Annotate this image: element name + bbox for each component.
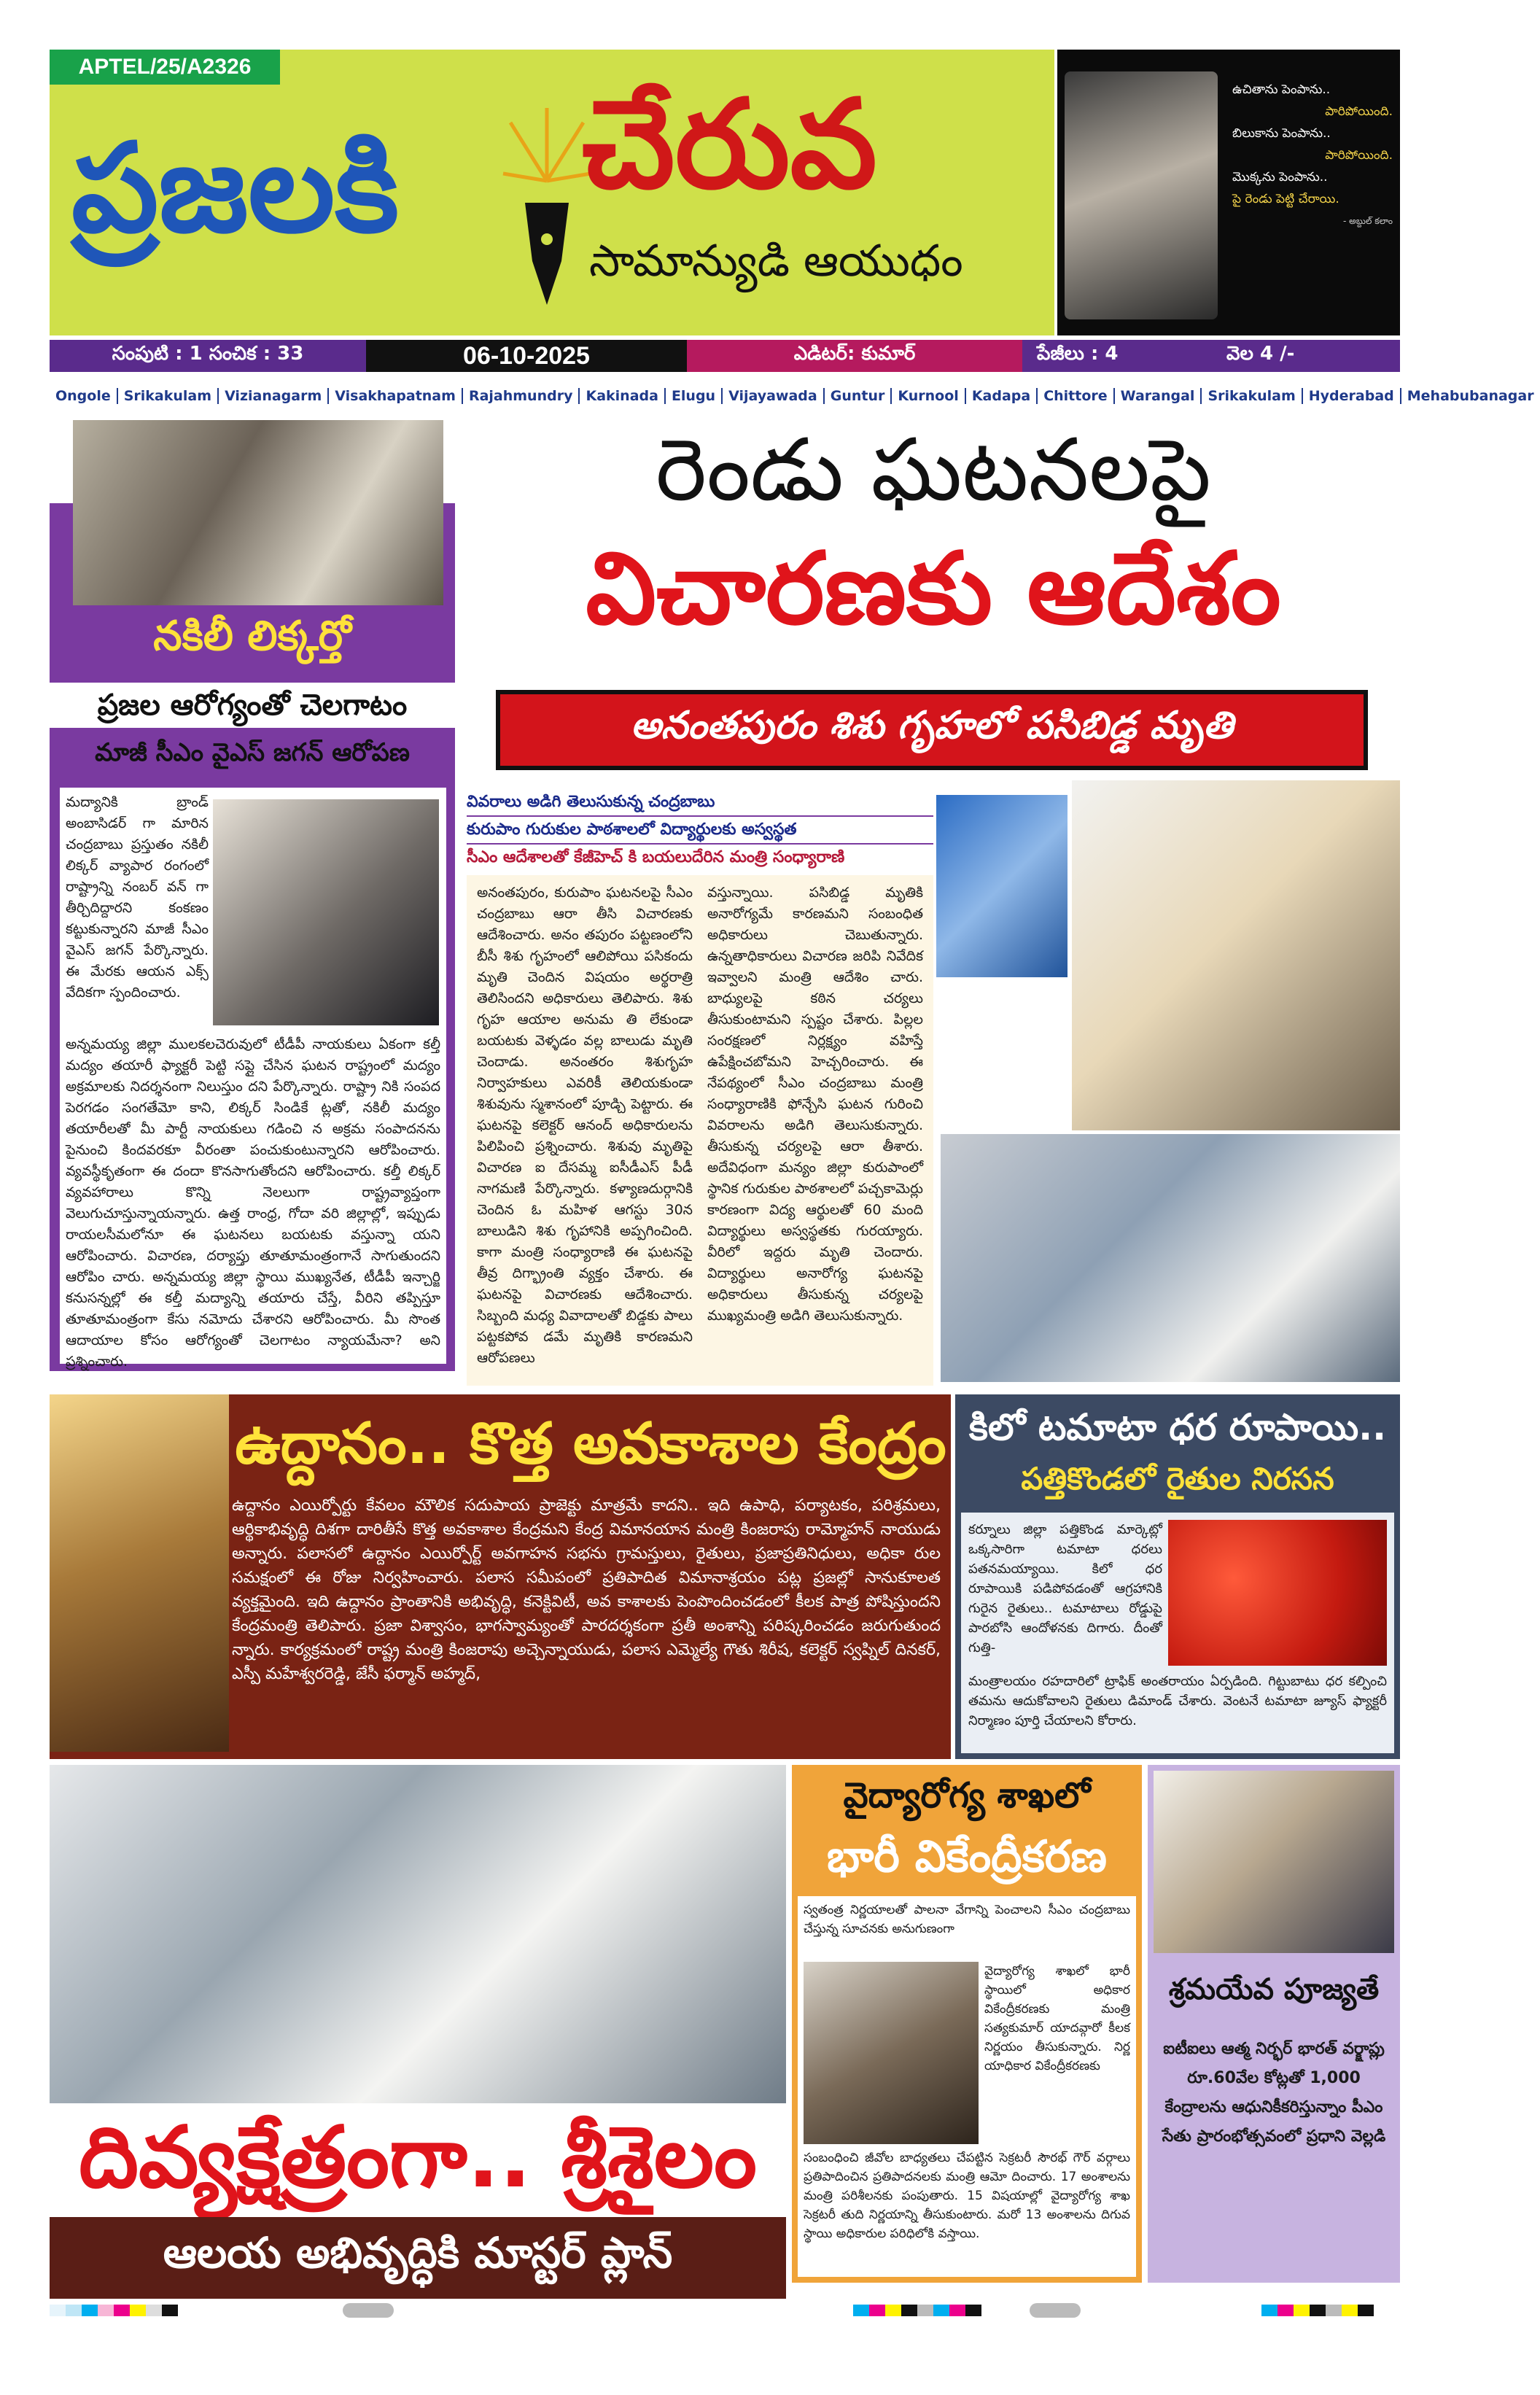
srisailam-headline: దివ్యక్షేత్రంగా.. శ్రీశైలం xyxy=(50,2103,786,2213)
jagan-photo xyxy=(213,799,439,1025)
tomato-headline: కిలో టమాటా ధర రూపాయి.. xyxy=(968,1406,1387,1448)
city-label: Visakhapatnam xyxy=(329,388,463,404)
modi-headline: శ్రమయేవ పూజ్యతే xyxy=(1168,1973,1380,2006)
main-banner: అనంతపురం శిశు గృహలో పసిబిడ్డ మృతి xyxy=(496,690,1368,770)
city-label: Ongole xyxy=(50,388,118,404)
masthead-title-right: చేరువ xyxy=(582,73,877,216)
tomato-photo xyxy=(1168,1520,1387,1666)
city-label: Vijayawada xyxy=(723,388,825,404)
editor-info: ఎడిటర్: కుమార్ xyxy=(687,340,1022,372)
color-registration-bar-mid xyxy=(853,2305,981,2316)
modi-story xyxy=(1148,1765,1400,2283)
city-label: Rajahmundry xyxy=(463,388,580,404)
hospital-ward-photo xyxy=(941,1134,1400,1382)
color-registration-bar-right xyxy=(1261,2305,1374,2316)
city-label: Kadapa xyxy=(966,388,1038,404)
main-point: వివరాలు అడిగి తెలుసుకున్న చంద్రబాబు xyxy=(467,789,933,817)
baby-photo xyxy=(936,795,1068,977)
main-headline-2: విచారణకు ఆదేశం xyxy=(586,532,1281,647)
main-headline-1: రెండు ఘటనలపై xyxy=(656,419,1211,520)
city-label: Vizianagarm xyxy=(219,388,329,404)
main-story-col-2: వస్తున్నాయి. పసిబిడ్డ మృతికి అనారోగ్యమే కారణమని సంబంధిత అధికారులు చెబుతున్నారు. ఉన్నతాధికారులు విచారణ జరిపి నివేదిక ఇవ్వాలని మంత్రి ఆదేశిం చారు. బాధ్యులపై కఠిన చర్యలు తీసుకుంటామని స్పష్టం చేశారు. పిల్లల సంరక్షణలో నిర్లక్ష్యం వహిస్తే ఉపేక్షించబోమని హెచ్చరించారు. ఈ నేపథ్యంలో సీఎం చంద్రబాబు మంత్రి సంధ్యారాణికి ఫోన్చేసి ఘటన గురించి వివరాలను అడిగి తెలుసుకున్నారు. తీసుకున్న చర్యలపై ఆరా తీశారు. అదేవిధంగా మన్యం జిల్లా కురుపాంలో స్థానిక గురుకుల పాఠశాలలో పచ్చకామెర్లు కారణంగా విద్య ఆర్థులతో 60 మంది విద్యార్థులు అస్వస్థతకు గురయ్యారు. వీరిలో ఇద్దరు మృతి చెందారు. విద్యార్థులు అనారోగ్య ఘటనపై అధికారులు తీసుకున్న చర్యలపై ముఖ్యమంత్రి అడిగి తెలుసుకున్నారు. xyxy=(707,885,923,1324)
city-label: Elugu xyxy=(666,388,723,404)
cities-strip xyxy=(50,384,1534,408)
health-side-text: వైద్యారోగ్య శాఖలో భారీ స్థాయిలో అధికార వికేంద్రీకరణకు మంత్రి సత్యకుమార్ యాదవ్గారో కీలక నిర్ణయం తీసుకున్నారు. నిర్ణ యాధికార వికేంద్రీకరణకు xyxy=(984,1964,1130,2073)
left-story-byline: మాజీ సీఎం వైఎస్ జగన్ ఆరోపణ xyxy=(95,738,410,767)
modi-photo xyxy=(1154,1771,1394,1953)
city-label: Kurnool xyxy=(892,388,965,404)
health-headline-1: వైద్యారోగ్య శాఖలో xyxy=(843,1775,1091,1816)
uddanam-headline: ఉద్దానం.. కొత్త అవకాశాల కేంద్రం xyxy=(235,1411,946,1477)
registration-pill-left xyxy=(343,2303,394,2318)
city-label: Chittore xyxy=(1038,388,1114,404)
modi-text: ఐటీఐలు ఆత్మ నిర్భర్ భారత్ వర్క్షాప్లు రూ.60వేల కోట్లతో 1,000 కేంద్రాలను ఆధునికీకరిస్తున్నాం పీఎం సేతు ప్రారంభోత్సవంలో ప్రధాని వెల్లడి xyxy=(1162,2040,1386,2146)
health-intro: స్వతంత్ర నిర్ణయాలతో పాలనా వేగాన్ని పెంచాలని సీఎం చంద్రబాబు చేస్తున్న సూచనకు అనుగుణంగా xyxy=(804,1903,1130,1936)
main-story-col-1: అనంతపురం, కురుపాం ఘటనలపై సీఎం చంద్రబాబు ఆరా తీసి విచారణకు ఆదేశించారు. అనం తపురం పట్టణంలోని బీసీ శిశు గృహంలో ఆలిపోయి పసికందు మృతి చెందిన విషయం అర్థరాత్రి తెలిసిందని అధికారులు తెలిపారు. శిశు గృహ ఆయాల అనుమ తి లేకుండా బయటకు వెళ్ళడం వల్ల బాలుడు మృతి చెందాడు. అనంతరం శిశుగృహ నిర్వాహకులు ఎవరికీ తెలియకుండా శిశువును స్మశానంలో పూడ్చి పెట్టారు. ఈ ఘటనపై కలెక్టర్ ఆనంద్ అధికారులను పిలిపించి ప్రశ్నించారు. శిశువు మృతిపై విచారణ ఐ దేసమ్మ ఐసీడీఎస్ పీడీ నాగమణి పేర్కొన్నారు. కళ్యాణదుర్గానికి చెందిన ఓ మహిళ ఆగస్టు 30న బాలుడిని శిశు గృహానికి అప్పగించింది. కాగా మంత్రి సంధ్యారాణి ఈ ఘటనపై తీవ్ర దిగ్భ్రాంతి వ్యక్తం చేశారు. ఈ ఘటనపై విచారణకు ఆదేశించారు. సిబ్బంది మధ్య వివాదాలతో బిడ్డకు పాలు పట్టకపోవ డమే మృతికి కారణమని ఆరోపణలు xyxy=(477,885,693,1366)
volume-info: సంపుటి : 1 సంచిక : 33 xyxy=(50,340,366,372)
masthead xyxy=(50,50,1054,335)
uddanam-text: ఉద్దానం ఎయిర్పోర్టు కేవలం మౌలిక సదుపాయ ప్రాజెక్టు మాత్రమే కాదని.. ఇది ఉపాధి, పర్యాటకం, పరిశ్రమలు, ఆర్థికాభివృద్ధి దిశగా దారితీసే కొత్త అవకాశాల కేంద్రమని కేంద్ర విమానయాన మంత్రి కింజరాపు రామ్మోహన్ నాయుడు అన్నారు. పలాసలో ఉద్దానం ఎయిర్పోర్ట్ అవగాహన సభను గ్రామస్తులు, రైతులు, ప్రజాప్రతినిధులు, అధికా రుల సమక్షంలో ఈ రోజు నిర్వహించారు. పలాస సమీపంలో ప్రతిపాదిత విమానాశ్రయం పట్ల ప్రజల్లో సానుకూలత వ్యక్తమైంది. ఇది ఉద్దానం ప్రాంతానికి అభివృద్ధి, కనెక్టివిటీ, అవ కాశాలకు పెంపొందించడంలో కీలక పాత్ర పోషిస్తుందని కేంద్రమంత్రి తెలిపారు. ప్రజా విశ్వాసం, భాగస్వామ్యంతో పారదర్శకంగా ప్రతీ అంశాన్ని పరిష్కరించడం జరుగుతుంద న్నారు. కార్యక్రమంలో రాష్ట్ర మంత్రి కింజరాపు అచ్చెన్నాయుడు, పలాస ఎమ్మెల్యే గౌతు శిరీష, కలెక్టర్ స్వప్నిల్ దినకర్, ఎస్పీ మహేశ్వరరెడ్డి, జేసీ ఫర్మాన్ అహ్మద్, xyxy=(232,1497,941,1683)
info-bar xyxy=(50,340,1400,372)
issue-date: 06-10-2025 xyxy=(366,340,687,372)
left-story-body-panel xyxy=(60,788,446,1370)
pen-nib-icon xyxy=(503,93,591,312)
city-label: Warangal xyxy=(1115,388,1202,404)
tomato-subhead: పత్తికొండలో రైతుల నిరసన xyxy=(1021,1461,1334,1497)
city-label: Kakinada xyxy=(580,388,665,404)
main-point: కురుపాం గురుకుల పాఠశాలలో విద్యార్థులకు అస్వస్థత xyxy=(467,817,933,845)
main-story-columns xyxy=(467,875,933,1386)
tomato-story xyxy=(955,1394,1400,1759)
srisailam-meeting-photo xyxy=(50,1765,786,2108)
health-headline-2: భారీ వికేంద్రీకరణ xyxy=(826,1831,1107,1882)
quote-text: ఉచితాను పెంపాను.. పారిపోయింది. బిలుకాను పెంపాను.. పారిపోయింది. మొక్కను పెంపాను.. పై రెండు పెట్టి చేరాయి. - అబ్దుల్ కలాం xyxy=(1232,82,1393,226)
rammohan-photo xyxy=(50,1394,229,1752)
chandrababu-photo xyxy=(1072,780,1400,1130)
city-label: Srikakulam xyxy=(118,388,219,404)
color-registration-bar-left xyxy=(50,2305,178,2316)
main-points xyxy=(467,789,933,871)
left-story-title: నకిలీ లిక్కర్తో xyxy=(153,613,351,660)
tomato-text-top: కర్నూలు జిల్లా పత్తికొండ మార్కెట్లో ఒక్కసారిగా టమాటా ధరలు పతనమయ్యాయి. కిలో ధర రూపాయికి పడిపోవడంతో ఆగ్రహానికి గురైన రైతులు.. టమాటాలు రోడ్డుపై పారబోసి ఆందోళనకు దిగారు. దీంతో గుత్తి- xyxy=(968,1522,1162,1655)
left-story-subtitle: ప్రజల ఆరోగ్యంతో చెలగాటం xyxy=(50,683,455,728)
registration-pill-mid xyxy=(1030,2303,1081,2318)
city-label: Mehabubanagar xyxy=(1407,388,1534,404)
city-label: Guntur xyxy=(825,388,892,404)
health-text: సంబంధించి జీవోల బాధ్యతలు చేపట్టిన సెక్రటరీ సౌరభ్ గౌర్ వర్గాలు ప్రతిపాదించిన ప్రతిపాదనలకు మంత్రి ఆమో దించారు. 17 అంశాలను మంత్రి పరిశీలనకు పంపుతారు. 15 విషయాల్లో వైద్యారోగ్య శాఖ సెక్రటరీ తుది నిర్ణయాన్ని తీసుకుంటారు. మరో 13 అంశాలను దిగువ స్థాయి అధికారుల పరిధిలోకి వస్తాయి. xyxy=(804,2151,1130,2241)
masthead-title-left: ప్రజలకి xyxy=(71,117,400,260)
masthead-tagline: సామాన్యుడి ఆయుధం xyxy=(589,236,963,287)
satyakumar-photo xyxy=(804,1962,979,2144)
health-body-panel xyxy=(798,1896,1136,2277)
health-story xyxy=(792,1765,1142,2283)
left-story-text: అన్నమయ్య జిల్లా ములకలచెరువులో టీడీపీ నాయకులు ఏకంగా కల్తీ మద్యం తయారీ ఫ్యాక్టరీ పెట్టి సప్లై చేసిన ఘటన రాష్ట్రంలో మద్యం అక్రమాలకు నిదర్శనంగా నిలుస్తుం దని పేర్కొన్నారు. రాష్ట్రా నికి సంపద పెరగడం సంగతేమో కాని, లిక్కర్ సిండికే ట్లతో, నకిలీ మద్యం తయారీలతో మీ పార్టీ నాయకులు గడించి న అక్రమ సంపాదనను పైనుంచి కిందవరకూ వీరంతా పంచుకుంటున్నారని ఆరోపించారు. వ్యవస్థీకృతంగా ఈ దందా కొనసాగుతోందని ఆరోపించారు. కల్తీ లిక్కర్ వ్యవహారాలు కొన్ని నెలలుగా రాష్ట్రవ్యాప్తంగా వెలుగుచూస్తున్నాయన్నారు. ఉత్త రాంధ్ర, గోదా వరి జిల్లాల్లో, ఇప్పుడు రాయలసీమలోనూ ఈ ఘటనలు బయటకు వస్తున్నా యని ఆరోపించారు. విచారణ, దర్యాప్తు తూతూమంత్రంగానే సాగుతుందని ఆరోపిం చారు. అన్నమయ్య జిల్లా స్థాయి ముఖ్యనేత, టీడీపీ ఇన్చార్జి కనుసన్నల్లో ఈ కల్తీ మద్యాన్ని తయారు చేస్తే, వీరిని తప్పిస్తూ తూతూమంత్రంగా కేసు నమోదు చేశారని ఆరోపించారు. మీ సొంత ఆదాయాల కోసం ఆరోగ్యంతో చెలగాటం న్యాయమేనా? అని ప్రశ్నించారు. xyxy=(66,1036,440,1370)
price-info: వెల 4 /- xyxy=(1212,340,1400,372)
pages-info: పేజీలు : 4 xyxy=(1022,340,1212,372)
city-label: Hyderabad xyxy=(1303,388,1401,404)
uddanam-story xyxy=(50,1394,951,1759)
liquor-raid-photo xyxy=(73,420,443,605)
srisailam-banner: ఆలయ అభివృద్ధికి మాస్టర్ ప్లాన్ xyxy=(50,2217,786,2299)
quote-panel xyxy=(1057,50,1400,335)
left-story xyxy=(50,503,455,1371)
tomato-body-panel xyxy=(961,1513,1394,1753)
main-point: సీఎం ఆదేశాలతో కేజీహెచ్ కి బయలుదేరిన మంత్రి సంధ్యారాణి xyxy=(467,848,845,866)
registration-badge: APTEL/25/A2326 xyxy=(50,50,280,85)
portrait-photo xyxy=(1065,71,1218,319)
city-label: Srikakulam xyxy=(1202,388,1302,404)
left-story-intro: మద్యానికి బ్రాండ్ అంబాసిడర్ గా మారిన చంద్రబాబు ప్రస్తుతం నకిలీ లిక్కర్ వ్యాపార రంగంలో రాష్ట్రాన్ని నంబర్ వన్ గా తీర్చిదిద్దారని కంకణం కట్టుకున్నారని మాజీ సీఎం వైఎస్ జగన్ పేర్కొన్నారు. ఈ మేరకు ఆయన ఎక్స్ వేదికగా స్పందించారు. xyxy=(66,794,209,1001)
tomato-text-bottom: మంత్రాలయం రహదారిలో ట్రాఫిక్ అంతరాయం ఏర్పడింది. గిట్టుబాటు ధర కల్పించి తమను ఆదుకోవాలని రైతులు డిమాండ్ చేశారు. వెంటనే టమాటా జ్యూస్ ఫ్యాక్టరీ నిర్మాణం పూర్తి చేయాలని కోరారు. xyxy=(968,1674,1387,1728)
